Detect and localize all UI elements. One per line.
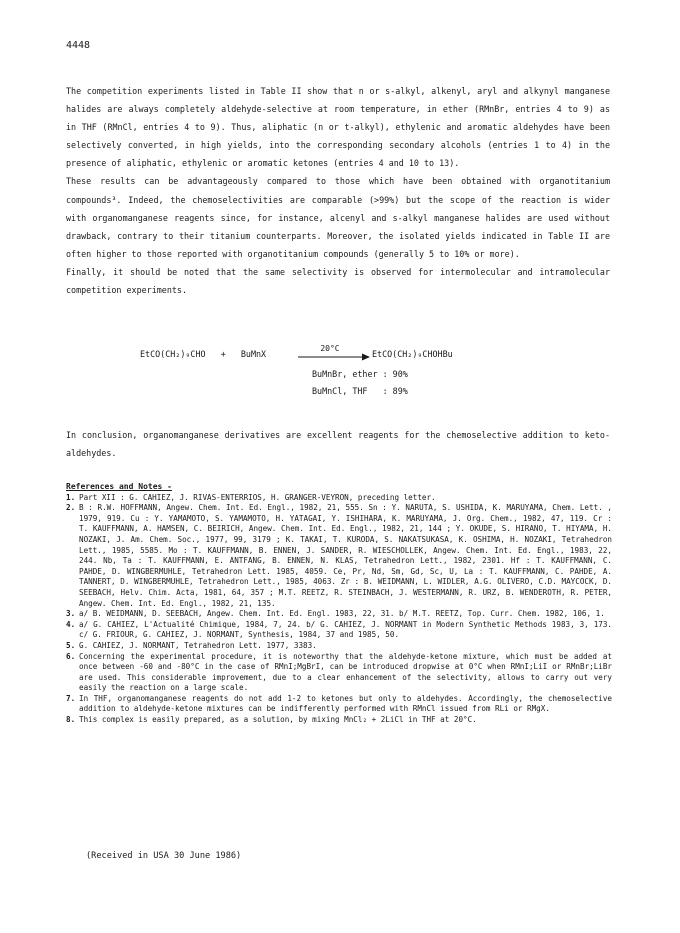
conclusion-paragraph: In conclusion, organomanganese derivatives are excellent reagents for the chemoselective addition to keto-aldehydes. <box>66 430 610 459</box>
reaction-scheme <box>140 344 540 407</box>
reference-item: 5. G. CAHIEZ, J. NORMANT, Tetrahedron Lett. 1977, 3383. <box>66 640 317 650</box>
plus-sign: + <box>220 349 226 359</box>
reference-item: 7. In THF, organomanganese reagents do not add 1-2 to ketones but only to aldehydes. Accordingly, the chemoselective addition to aldehyde-ketone mixtures can be indifferently performed with RMnCl issued from RLi or RMgX. <box>66 693 612 714</box>
reagent-formula: BuMnX <box>240 349 267 359</box>
reaction-condition: 20°C <box>320 344 340 353</box>
scheme-reactants <box>140 349 266 359</box>
body-text <box>66 82 610 299</box>
paragraph-comparison: These results can be advantageously compared to those which have been obtained with organotitanium compounds³. Indeed, the chemoselectivities are comparable (>99%) but the scope of the reaction is wider with organomanganese reagents since, for instance, alcenyl and s-alkyl manganese halides are used without drawback, contrary to their titanium counterparts. Moreover, the isolated yields indicated in Table II are often higher to those reported with organotitanium compounds (generally 5 to 10% or more). <box>66 176 610 259</box>
reference-item: 4. a/ G. CAHIEZ, L'Actualité Chimique, 1984, 7, 24. b/ G. CAHIEZ, J. NORMANT in Modern Synthetic Methods 1983, 3, 173. c/ G. FRIOUR, G. CAHIEZ, J. NORMANT, Synthesis, 1984, 37 and 1985, 50. <box>66 619 612 640</box>
conclusion-section <box>66 426 610 462</box>
references-section <box>66 482 612 726</box>
reference-item: 8. This complex is easily prepared, as a solution, by mixing MnCl₂ + 2LiCl in THF at 20°C. <box>66 715 477 725</box>
references-heading: References and Notes - <box>66 482 172 491</box>
reference-item: 3. a/ B. WEIDMANN, D. SEEBACH, Angew. Chem. Int. Ed. Engl. 1983, 22, 31. b/ M.T. REETZ, Top. Curr. Chem. 1982, 106, 1. <box>66 609 605 619</box>
reference-item: 2. B : R.W. HOFFMANN, Angew. Chem. Int. Ed. Engl., 1982, 21, 555. Sn : Y. NARUTA, S. USHIDA, K. MARUYAMA, Chem. Lett. , 1979, 919. Cu : Y. YAMAMOTO, S. YAMAMOTO, H. YATAGAI, Y. ISHIHARA, K. MARUYAMA, J. Org. Chem., 1982, 47, 119. Cr : T. KAUFFMANN, A. HAMSEN, C. BEIRICH, Angew. Chem. Int. Ed. Engl., 1982, 21, 144 ; Y. OKUDE, S. HIRANO, T. HIYAMA, H. NOZAKI, J. Am. Chem. Soc., 1977, 99, 3179 ; K. TAKAI, T. KURODA, S. NAKATSUKASA, K. OSHIMA, H. NOZAKI, Tetrahedron Lett., 1985, 5585. Mo : T. KAUFFMANN, B. ENNEN, J. SANDER, R. WIESCHOLLEK, Angew. Chem. Int. Ed. Engl., 1983, 22, 244. Nb, Ta : T. KAUFFMANN, E. ANTFANG, B. ENNEN, N. KLAS, Tetrahedron Lett., 1982, 2301. Hf : T. KAUFFMANN, C. PAHDE, D. WINGBERMUHLE, Tetrahedron Lett. 1985, 4059. Ce, Pr, Nd, Sm, Gd, Sc, U, La : T. KAUFFMANN, C. PAHDE, A. TANNERT, D. WINGBERMUHLE, Tetrahedron Lett., 1985, 4063. Zr : B. WEIDMANN, L. WIDLER, A.G. OLIVERO, C.D. MAYCOCK, D. SEEBACH, Helv. Chim. Acta, 1981, 64, 357 ; M.T. REETZ, R. STEINBACH, J. WESTERMANN, R. URZ, B. WENDEROTH, R. PETER, Angew. Chem. Int. Ed. Engl., 1982, 21, 135. <box>66 503 612 608</box>
reference-item: 6. Concerning the experimental procedure, it is noteworthy that the aldehyde-ketone mixture, which must be added at once between -60 and -80°C in the case of RMnI;MgBrI, can be introduced dropwise at 0°C when RMnI;LiI or RMnBr;LiBr are used. This considerable improvement, due to a clear enhancement of the selectivity, allows to carry out very easily the reaction on a large scale. <box>66 651 612 693</box>
reference-item: 1. Part XII : G. CAHIEZ, J. RIVAS-ENTERRIOS, H. GRANGER-VEYRON, preceding letter. <box>66 492 436 502</box>
paragraph-selectivity: Finally, it should be noted that the same selectivity is observed for intermolecular and intramolecular competition experiments. <box>66 266 610 296</box>
arrow-icon <box>298 353 370 361</box>
page-number: 4448 <box>66 40 91 51</box>
received-date: (Received in USA 30 June 1986) <box>86 851 242 861</box>
reactant-formula: EtCO(CH₂)₉CHO <box>140 349 206 359</box>
yield-bumnbr: BuMnBr, ether : 90% <box>312 369 408 379</box>
paragraph-competition: The competition experiments listed in Table II show that n or s-alkyl, alkenyl, aryl and alkynyl manganese halides are always completely aldehyde-selective at room temperature, in ether (RMnBr, entries 4 to 9) as in THF (RMnCl, entries 4 to 9). Thus, aliphatic (n or t-alkyl), ethylenic and aromatic aldehydes have been selectively converted, in high yields, into the corresponding secondary alcohols (entries 1 to 4) in the presence of aliphatic, ethylenic or aromatic ketones (entries 4 and 10 to 13). <box>66 86 610 169</box>
yield-bumncl: BuMnCl, THF : 89% <box>312 386 408 396</box>
product-formula: EtCO(CH₂)₉CHOHBu <box>372 349 453 359</box>
